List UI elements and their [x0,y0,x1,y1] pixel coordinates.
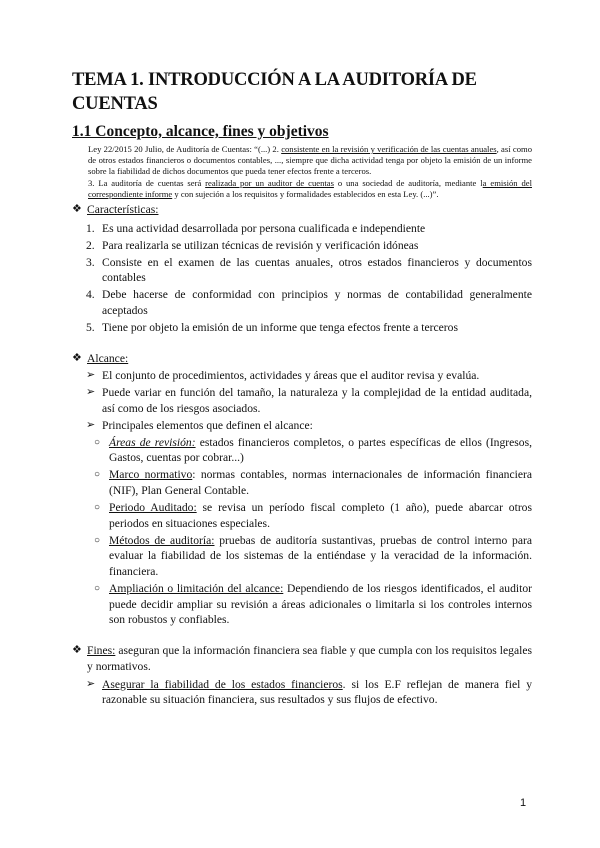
list-item: ➢ Asegurar la fiabilidad de los estados financieros. si los E.F reflejan de manera fiel y razonable su situación financiera, sus resultados y sus flujos de efectivo. [72,677,532,708]
circle-bullet-icon: ○ [94,502,101,514]
list-item: ➢ El conjunto de procedimientos, actividades y áreas que el auditor revisa y evalúa. [72,368,532,384]
page-title: TEMA 1. INTRODUCCIÓN A LA AUDITORÍA DE CUENTAS [72,70,477,114]
purposes-paragraph: ❖ Fines: aseguran que la información financiera sea fiable y que cumpla con los requisitos legales y normativos. [72,644,532,673]
scope-heading: ❖ Alcance: [72,352,129,366]
page-number: 1 [520,797,527,809]
scope-list [72,368,532,433]
scope-elements-list [72,435,532,628]
list-item: 3. Consiste en el examen de las cuentas anuales, otros estados financieros y documentos contables [86,255,532,285]
scope-section [72,351,532,628]
arrow-bullet-icon: ➢ [86,385,96,398]
circle-bullet-icon: ○ [94,583,101,595]
list-item: 5. Tiene por objeto la emisión de un informe que tenga efectos frente a terceros [86,321,458,335]
document-page [72,68,532,709]
list-item: 1. Es una actividad desarrollada por persona cualificada e independiente [86,221,426,235]
list-item: 2. Para realizarla se utilizan técnicas de revisión y verificación idóneas [86,238,419,252]
circle-bullet-icon: ○ [94,436,101,448]
list-item: ➢ Puede variar en función del tamaño, la naturaleza y la complejidad de la entidad auditada, así como de los riesgos asociados. [72,385,532,416]
law-quote [88,144,532,200]
purposes-list [72,677,532,708]
list-item: ○ Métodos de auditoría: pruebas de auditoría sustantivas, pruebas de control interno para evaluar la fiabilidad de los sistemas de la entiéndase y la veracidad de la información. financiera. [72,533,532,580]
arrow-bullet-icon: ➢ [86,677,96,690]
circle-bullet-icon: ○ [94,469,101,481]
characteristics-section [72,202,532,336]
diamond-bullet-icon: ❖ [72,352,82,365]
diamond-bullet-icon: ❖ [72,203,82,216]
list-item: ○ Periodo Auditado: se revisa un período fiscal completo (1 año), puede abarcar otros periodos en situaciones especiales. [72,500,532,531]
quote-paragraph-2: 3. La auditoría de cuentas será realizada por un auditor de cuentas o una sociedad de auditoría, mediante la emisión del correspondiente informe y con sujeción a los requisitos y formalidades establecidos en esta Ley. (...)”. [88,177,532,199]
characteristics-heading: ❖ Características: [72,203,159,217]
list-item: ○ Marco normativo: normas contables, normas internacionales de información financiera (NIF), Plan General Contable. [72,467,532,498]
section-title: 1.1 Concepto, alcance, fines y objetivos [72,123,329,140]
arrow-bullet-icon: ➢ [86,368,96,381]
circle-bullet-icon: ○ [94,534,101,546]
list-item: ○ Ampliación o limitación del alcance: Dependiendo de los riesgos identificados, el auditor puede decidir ampliar su revisión a áreas adicionales o limitarla si los controles internos son robustos y confiables. [72,581,532,628]
list-item: ○ Áreas de revisión: estados financieros completos, o partes específicas de ellos (Ingresos, Gastos, cuentas por cobrar...) [72,435,532,466]
quote-paragraph-1: Ley 22/2015 20 Julio, de Auditoría de Cuentas: “(...) 2. consistente en la revisión y verificación de las cuentas anuales, así como de otros estados financieros o documentos contables, ..., siempre que dicha actividad tenga por objeto la emisión de un informe sobre la fiabilidad de dichos documentos que pueda tener efectos frente a terceros. [88,144,532,177]
arrow-bullet-icon: ➢ [86,418,96,431]
purposes-section [72,643,532,707]
list-item: 4. Debe hacerse de conformidad con principios y normas de contabilidad generalmente aceptados [86,288,532,318]
diamond-bullet-icon: ❖ [72,644,82,657]
characteristics-list [72,221,532,336]
list-item: ➢ Principales elementos que definen el alcance: [72,418,532,434]
